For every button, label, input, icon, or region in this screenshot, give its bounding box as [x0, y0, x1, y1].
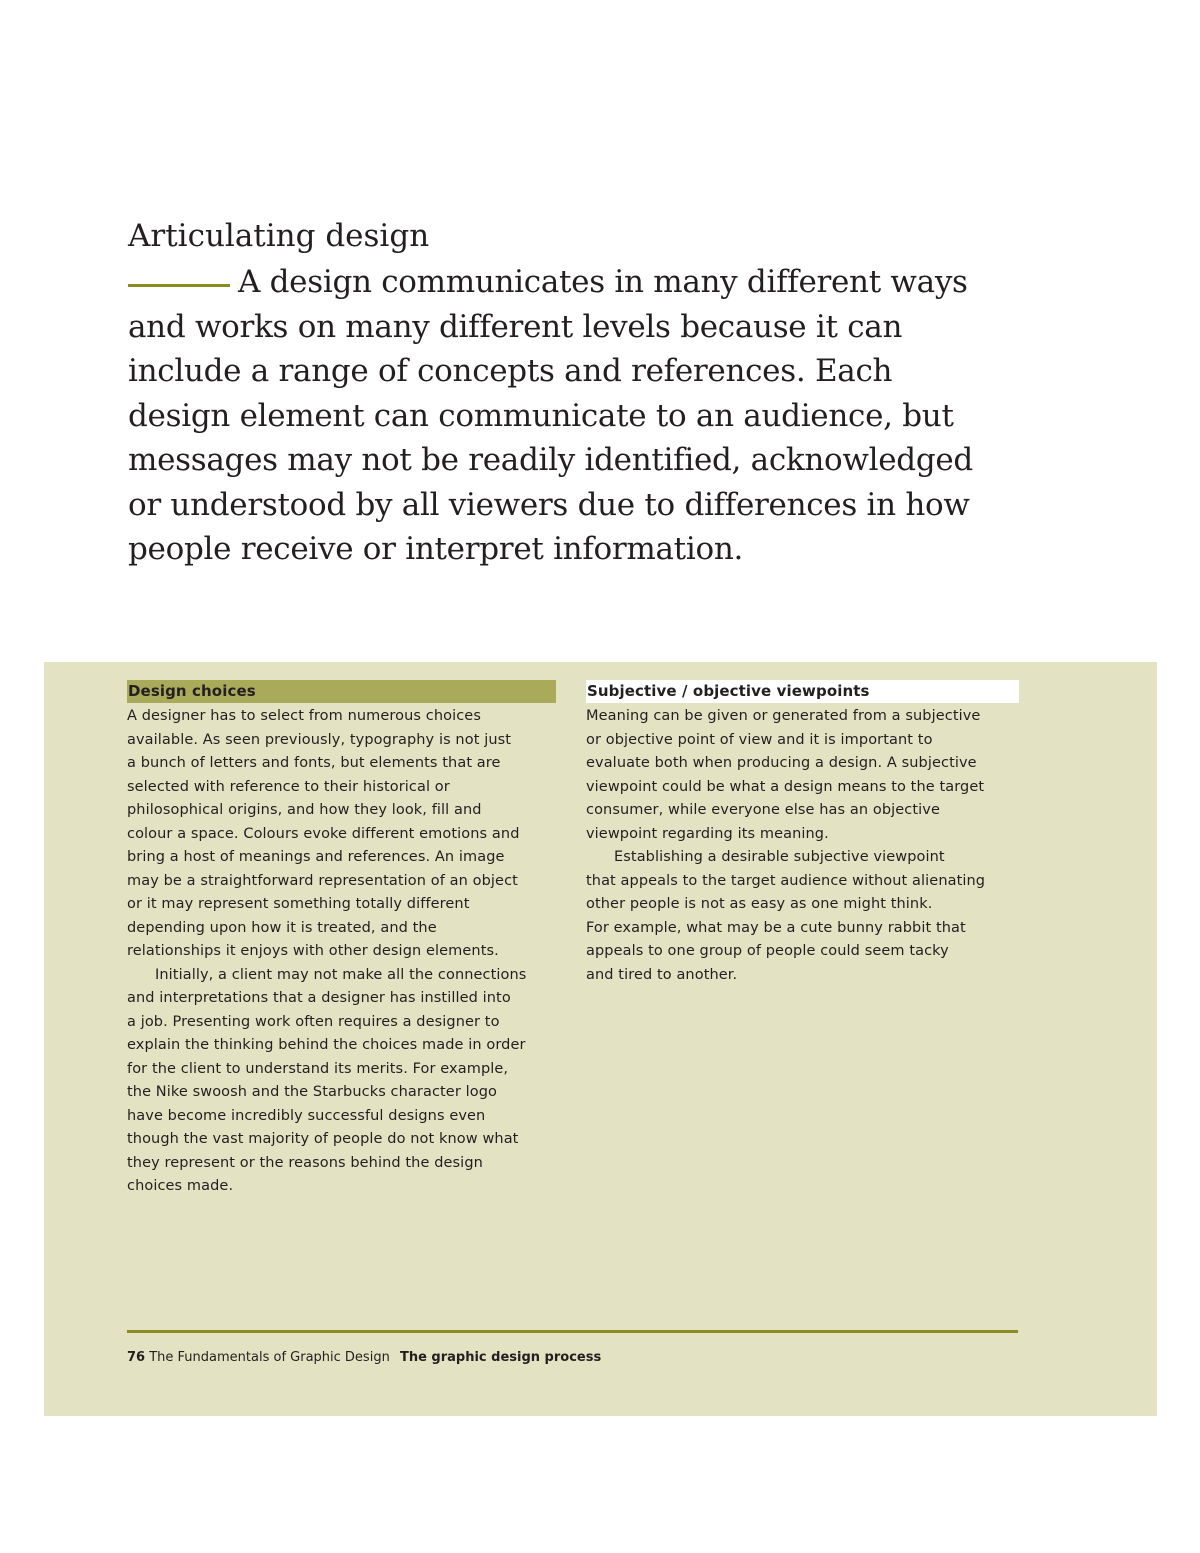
body-line: and interpretations that a designer has instilled into [127, 990, 511, 1006]
body-line: evaluate both when producing a design. A subjective [586, 755, 977, 771]
page-footer [127, 1350, 601, 1365]
body-line: available. As seen previously, typography is not just [127, 731, 512, 748]
body-line: or objective point of view and it is important to [586, 731, 933, 748]
book-title: The Fundamentals of Graphic Design [149, 1350, 390, 1365]
body-line: the Nike swoosh and the Starbucks character logo [127, 1084, 497, 1100]
section-title: The graphic design process [399, 1350, 602, 1365]
page-title: Articulating design [128, 218, 430, 254]
body-line: selected with reference to their historical or [127, 778, 450, 795]
body-line: a bunch of letters and fonts, but elements that are [127, 755, 501, 771]
body-line: philosophical origins, and how they look, fill and [127, 802, 482, 818]
body-line: for the client to understand its merits. For example, [127, 1060, 509, 1077]
body-line: Meaning can be given or generated from a subjective [586, 708, 981, 724]
section-heading: Subjective / objective viewpoints [586, 680, 1019, 703]
page-number: 76 [127, 1350, 146, 1365]
body-line: Initially, a client may not make all the connections [155, 966, 527, 983]
intro-line: A design communicates in many different ways [128, 260, 1028, 305]
body-line: they represent or the reasons behind the design [127, 1154, 483, 1171]
body-line: consumer, while everyone else has an objective [586, 802, 940, 818]
body-line: appeals to one group of people could seem tacky [586, 943, 949, 959]
body-line: a job. Presenting work often requires a designer to [127, 1013, 500, 1030]
body-line: explain the thinking behind the choices made in order [127, 1037, 526, 1053]
body-line: viewpoint could be what a design means to the target [586, 778, 985, 795]
footer-rule [127, 1330, 1018, 1333]
intro-line: include a range of concepts and references. Each [128, 353, 893, 389]
body-line: have become incredibly successful designs even [127, 1107, 486, 1124]
intro-rule [128, 284, 230, 287]
design-choices-section [127, 680, 557, 1199]
body-line: Establishing a desirable subjective viewpoint [614, 849, 945, 865]
intro-line: people receive or interpret information. [128, 531, 744, 567]
section-heading: Design choices [127, 680, 556, 703]
body-line: viewpoint regarding its meaning. [586, 825, 829, 842]
body-line: choices made. [127, 1178, 234, 1194]
body-line: colour a space. Colours evoke different emotions and [127, 825, 520, 842]
viewpoints-section [586, 680, 1016, 987]
intro-paragraph [128, 260, 1028, 572]
body-line: though the vast majority of people do not know what [127, 1131, 519, 1147]
intro-line: or understood by all viewers due to differences in how [128, 486, 970, 523]
body-line: For example, what may be a cute bunny rabbit that [586, 919, 966, 936]
body-line: relationships it enjoys with other design elements. [127, 943, 499, 959]
body-line: or it may represent something totally different [127, 896, 470, 912]
body-line: depending upon how it is treated, and the [127, 919, 437, 936]
body-line: and tired to another. [586, 966, 738, 983]
intro-line: messages may not be readily identified, acknowledged [128, 442, 973, 478]
body-line: may be a straightforward representation of an object [127, 872, 518, 889]
body-line: bring a host of meanings and references. An image [127, 849, 505, 865]
body-line: that appeals to the target audience without alienating [586, 872, 986, 889]
intro-line: and works on many different levels because it can [128, 308, 903, 345]
body-line: A designer has to select from numerous choices [127, 708, 481, 724]
intro-line: design element can communicate to an audience, but [128, 397, 954, 434]
body-line: other people is not as easy as one might think. [586, 896, 933, 912]
